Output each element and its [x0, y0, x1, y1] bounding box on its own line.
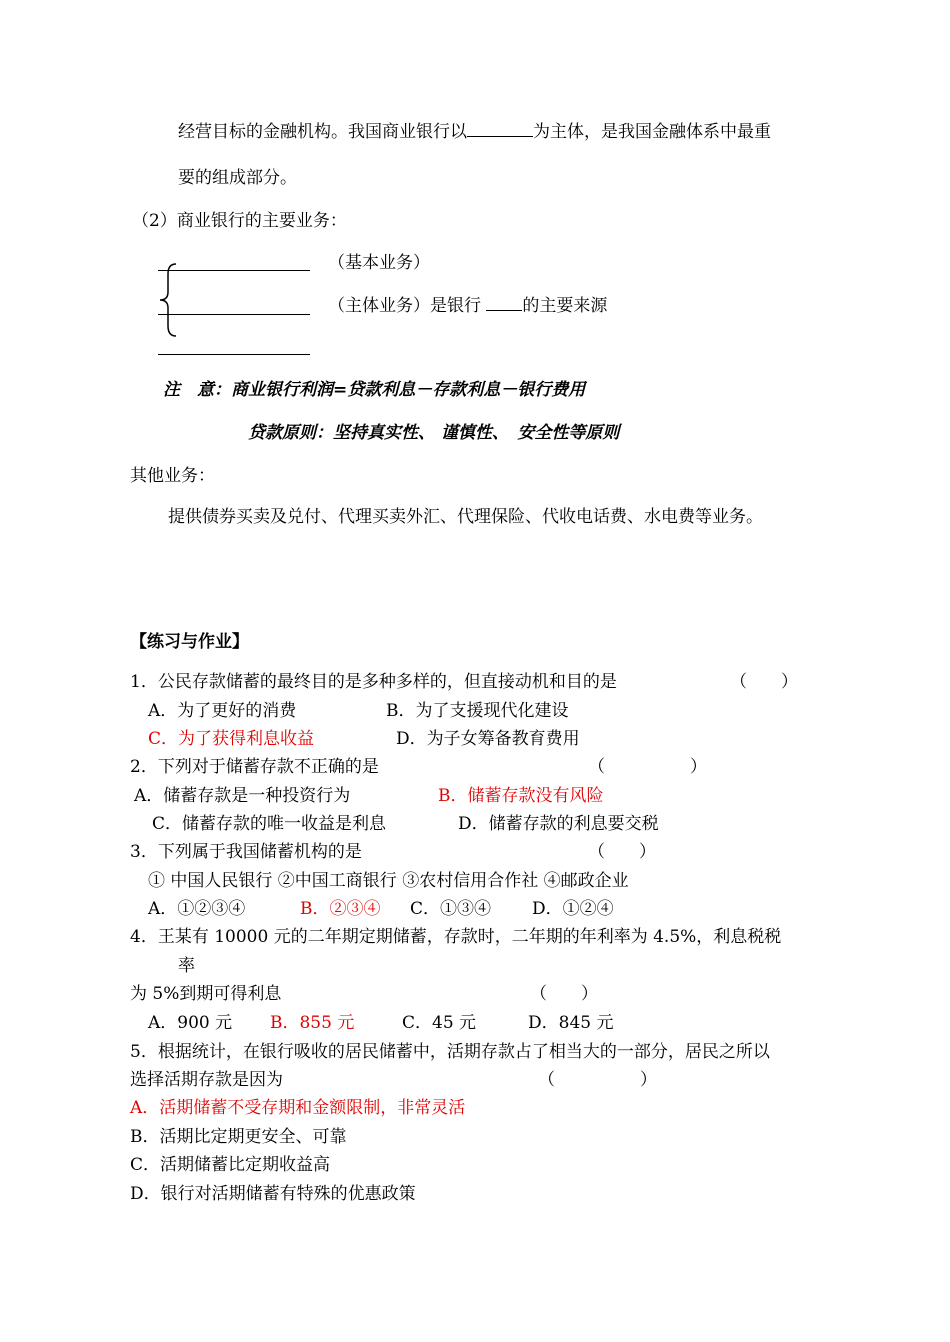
- q5-paren: （ ）: [538, 1070, 657, 1090]
- q3-option-d: D．①②④: [532, 899, 614, 919]
- q4-option-c: C．45 元: [402, 1013, 477, 1033]
- q3-option-b-answer: B．②③④: [300, 899, 381, 919]
- q2-option-a: A．储蓄存款是一种投资行为: [134, 786, 351, 806]
- exercise-title: 【练习与作业】: [130, 632, 249, 652]
- q1-option-a: A．为了更好的消费: [148, 701, 297, 721]
- q1-paren: （ ）: [730, 672, 798, 692]
- q5-option-a-answer: A．活期储蓄不受存期和金额限制，非常灵活: [130, 1098, 466, 1118]
- q2-paren: （ ）: [588, 757, 707, 777]
- q4-option-a: A．900 元: [148, 1013, 233, 1033]
- brace-icon: [156, 262, 186, 338]
- q1-option-c-answer: C．为了获得利息收益: [148, 729, 315, 749]
- q3-paren: （ ）: [588, 842, 656, 862]
- item2-note-before: （主体业务）是银行: [328, 296, 487, 316]
- q4-option-d: D．845 元: [528, 1013, 614, 1033]
- q5-option-c: C．活期储蓄比定期收益高: [130, 1155, 331, 1175]
- q2-option-c: C．储蓄存款的唯一收益是利息: [152, 814, 387, 834]
- q3-option-a: A．①②③④: [148, 899, 246, 919]
- blank-line-1: [158, 270, 310, 271]
- item2-note-after: 的主要来源: [522, 296, 608, 316]
- q2-option-d: D．储蓄存款的利息要交税: [458, 814, 659, 834]
- item1-note: （基本业务）: [328, 253, 430, 273]
- q5-stem-1: 5．根据统计，在银行吸收的居民储蓄中，活期存款占了相当大的一部分，居民之所以: [130, 1042, 770, 1062]
- q4-stem-2: 率: [178, 956, 195, 976]
- other-text: 提供债券买卖及兑付、代理买卖外汇、代理保险、代收电话费、水电费等业务。: [168, 507, 763, 527]
- intro-text-before-blank: 经营目标的金融机构。我国商业银行以: [178, 122, 467, 142]
- q5-option-b: B．活期比定期更安全、可靠: [130, 1127, 347, 1147]
- q5-option-d: D．银行对活期储蓄有特殊的优惠政策: [130, 1184, 416, 1204]
- q4-stem-1: 4．王某有 10000 元的二年期定期储蓄，存款时，二年期的年利率为 4.5%，利息税税: [130, 927, 782, 947]
- q2-option-b-answer: B．储蓄存款没有风险: [438, 786, 604, 806]
- q4-paren: （ ）: [530, 984, 598, 1004]
- item2-note: [328, 295, 607, 317]
- intro-text-after-blank: 为主体，是我国金融体系中最重: [533, 122, 771, 142]
- other-heading: 其他业务：: [130, 466, 215, 486]
- intro-line-1: [178, 121, 771, 143]
- q1-stem: 1．公民存款储蓄的最终目的是多种多样的，但直接动机和目的是: [130, 672, 617, 692]
- intro-line-2: 要的组成部分。: [178, 168, 297, 188]
- q3-stem: 3．下列属于我国储蓄机构的是: [130, 842, 362, 862]
- q3-option-c: C．①③④: [410, 899, 492, 919]
- q5-stem-2: 选择活期存款是因为: [130, 1070, 283, 1090]
- q3-items: ① 中国人民银行 ②中国工商银行 ③农村信用合作社 ④邮政企业: [148, 871, 629, 891]
- note-profit: 注 意：商业银行利润=贷款利息－存款利息－银行费用: [163, 380, 586, 400]
- blank-line-2: [158, 314, 310, 315]
- blank-line-3: [158, 354, 310, 355]
- note-loan-principle: 贷款原则：坚持真实性、 谨慎性、 安全性等原则: [248, 423, 620, 443]
- fill-blank: [467, 122, 533, 137]
- q4-stem-3: 为 5%到期可得利息: [130, 984, 282, 1004]
- q2-stem: 2．下列对于储蓄存款不正确的是: [130, 757, 379, 777]
- q1-option-b: B．为了支援现代化建设: [386, 701, 569, 721]
- fill-blank-2: [486, 296, 522, 311]
- q1-option-d: D．为子女筹备教育费用: [396, 729, 580, 749]
- business-heading: （2）商业银行的主要业务：: [132, 211, 347, 231]
- q4-option-b-answer: B．855 元: [270, 1013, 355, 1033]
